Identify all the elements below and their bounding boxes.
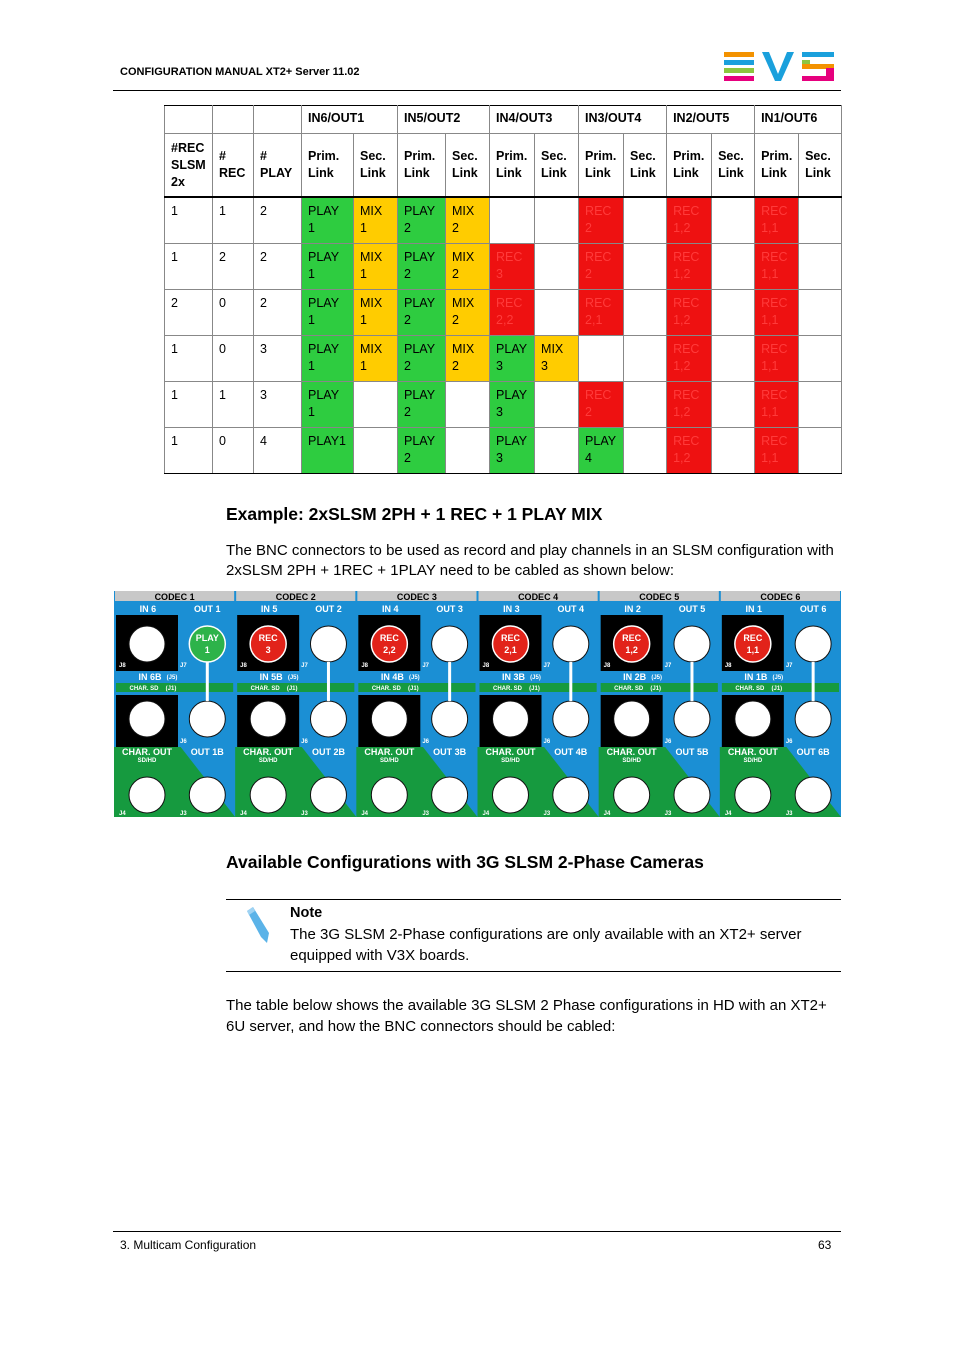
table-cell: PLAY 4	[579, 428, 624, 474]
table-cell: MIX 1	[354, 336, 398, 382]
table-cell: PLAY 3	[490, 336, 535, 382]
bnc-connector	[674, 626, 710, 662]
output-label: OUT 1	[194, 604, 221, 614]
table-cell	[446, 428, 490, 474]
group-header: IN6/OUT1	[302, 106, 398, 134]
sdhd-label: SD/HD	[379, 758, 399, 764]
char-sd-label: CHAR. SD	[735, 686, 765, 692]
jack-label: J6	[664, 739, 672, 745]
bnc-connector	[614, 701, 650, 737]
rec-badge	[371, 626, 407, 662]
table-cell: 3	[254, 336, 302, 382]
table-cell: 2	[254, 290, 302, 336]
jack-label: J6	[301, 739, 308, 745]
example-heading: Example: 2xSLSM 2PH + 1 REC + 1 PLAY MIX	[226, 504, 603, 524]
output-label: OUT 2	[315, 604, 342, 614]
table-cell: 1	[213, 382, 254, 428]
j1-label: (J1)	[407, 686, 419, 692]
table-cell: PLAY 1	[302, 244, 354, 290]
output-b-label: OUT 3B	[433, 747, 467, 757]
badge-label: REC	[379, 633, 399, 643]
j1-label: (J1)	[771, 686, 783, 692]
badge-label: REC	[258, 633, 278, 643]
output-label: OUT 4	[557, 604, 585, 614]
input-b-label: IN 3B	[501, 672, 526, 682]
badge-label: PLAY	[195, 633, 219, 643]
jack-label: J3	[785, 811, 793, 817]
table-cell	[624, 428, 667, 474]
column-header: Prim. Link	[490, 134, 535, 198]
table-cell: REC 1,1	[755, 244, 799, 290]
bnc-connector	[250, 777, 286, 813]
bnc-connector	[371, 701, 407, 737]
char-out-label: CHAR. OUT	[485, 747, 536, 757]
table-cell: 1	[165, 197, 213, 244]
table-cell: MIX 1	[354, 244, 398, 290]
table-row	[165, 244, 842, 290]
table-cell: PLAY 3	[490, 428, 535, 474]
jack-label: J4	[361, 811, 369, 817]
codec-label: CODEC 2	[275, 592, 316, 602]
codec-label: CODEC 6	[760, 592, 801, 602]
rec-badge	[735, 626, 771, 662]
table-cell	[712, 197, 755, 244]
footer-section: 3. Multicam Configuration	[120, 1238, 257, 1252]
input-label: IN 4	[382, 604, 399, 614]
output-b-label: OUT 4B	[554, 747, 588, 757]
j5-label: (J5)	[166, 675, 178, 681]
badge-sub-label: 2,2	[383, 645, 396, 655]
column-header: Sec. Link	[712, 134, 755, 198]
jack-label: J7	[785, 663, 793, 669]
input-label: IN 2	[624, 604, 641, 614]
output-b-label: OUT 2B	[311, 747, 345, 757]
table-cell: REC 1,2	[667, 290, 712, 336]
table-cell	[712, 428, 755, 474]
pencil-icon	[243, 905, 273, 945]
table-cell	[712, 290, 755, 336]
table-cell: 1	[213, 197, 254, 244]
note-title: Note	[290, 905, 323, 921]
codec-label: CODEC 3	[396, 592, 437, 602]
rec-badge	[493, 626, 529, 662]
jack-label: J7	[301, 663, 308, 669]
table-cell: MIX 3	[535, 336, 579, 382]
bnc-connector-board	[114, 591, 841, 817]
table-cell: REC 2,1	[579, 290, 624, 336]
table-cell: 4	[254, 428, 302, 474]
table-cell	[624, 382, 667, 428]
table-cell: PLAY 1	[302, 336, 354, 382]
table-cell: MIX 2	[446, 290, 490, 336]
header-title: CONFIGURATION MANUAL XT2+ Server 11.02	[120, 66, 360, 78]
table-cell: REC 1,2	[667, 382, 712, 428]
char-out-label: CHAR. OUT	[606, 747, 657, 757]
input-label: IN 6	[139, 604, 157, 614]
evs-logo	[724, 52, 836, 82]
table-cell: PLAY 2	[398, 336, 446, 382]
jack-label: J4	[724, 811, 732, 817]
play-badge	[189, 626, 225, 662]
table-cell	[535, 428, 579, 474]
bnc-connector	[553, 626, 589, 662]
configuration-table	[164, 105, 842, 474]
column-header: Prim. Link	[579, 134, 624, 198]
table-cell: 1	[165, 244, 213, 290]
table-cell: REC 1,1	[755, 336, 799, 382]
footer-rule	[113, 1231, 841, 1232]
column-header: Prim. Link	[667, 134, 712, 198]
j5-label: (J5)	[651, 675, 663, 681]
table-cell	[712, 382, 755, 428]
bnc-connector	[553, 777, 589, 813]
char-sd-label: CHAR. SD	[371, 686, 401, 692]
table-cell: REC 2,2	[490, 290, 535, 336]
table-cell: REC 1,2	[667, 197, 712, 244]
table-row	[165, 290, 842, 336]
jack-label: J4	[482, 811, 490, 817]
jack-label: J8	[361, 663, 369, 669]
output-label: OUT 3	[436, 604, 463, 614]
table-cell: 2	[165, 290, 213, 336]
table-cell: REC 3	[490, 244, 535, 290]
bnc-connector	[310, 777, 346, 813]
jack-label: J6	[543, 739, 551, 745]
note-bottom-rule	[226, 971, 841, 972]
table-cell: 1	[165, 336, 213, 382]
available-configurations-heading: Available Configurations with 3G SLSM 2-Phase Cameras	[226, 852, 704, 872]
table-cell: PLAY 2	[398, 382, 446, 428]
table-cell: 2	[213, 244, 254, 290]
bnc-connector	[189, 777, 225, 813]
sdhd-label: SD/HD	[743, 758, 763, 764]
input-b-label: IN 1B	[744, 672, 768, 682]
table-cell	[535, 197, 579, 244]
badge-sub-label: 1,2	[625, 645, 638, 655]
char-sd-label: CHAR. SD	[614, 686, 644, 692]
column-header: Sec. Link	[354, 134, 398, 198]
jack-label: J3	[422, 811, 430, 817]
badge-sub-label: 1	[204, 645, 210, 655]
input-label: IN 3	[503, 604, 520, 614]
table-cell	[490, 197, 535, 244]
bnc-connector	[735, 701, 771, 737]
bnc-connector	[129, 701, 165, 737]
j1-label: (J1)	[165, 686, 177, 692]
jack-label: J4	[603, 811, 611, 817]
table-cell	[712, 244, 755, 290]
rec-badge	[250, 626, 286, 662]
column-header: Sec. Link	[624, 134, 667, 198]
jack-label: J6	[180, 739, 187, 745]
table-cell	[799, 197, 842, 244]
bnc-connector	[795, 626, 831, 662]
bnc-connector	[129, 626, 165, 662]
badge-label: REC	[500, 633, 521, 643]
j1-label: (J1)	[286, 686, 298, 692]
char-out-label: CHAR. OUT	[122, 747, 172, 757]
jack-label: J3	[180, 811, 187, 817]
column-header: #REC SLSM 2x	[165, 134, 213, 198]
table-row	[165, 382, 842, 428]
j5-label: (J5)	[287, 675, 299, 681]
jack-label: J7	[180, 663, 187, 669]
jack-label: J8	[240, 663, 247, 669]
group-header: IN3/OUT4	[579, 106, 667, 134]
note-text: The 3G SLSM 2-Phase configurations are only available with an XT2+ server equipped with V3X boards.	[290, 926, 802, 964]
jack-label: J8	[482, 663, 490, 669]
table-cell: REC 1,2	[667, 336, 712, 382]
jack-label: J3	[543, 811, 551, 817]
codec-label: CODEC 4	[518, 592, 559, 602]
char-sd-label: CHAR. SD	[492, 686, 523, 692]
badge-sub-label: 1,1	[746, 645, 760, 655]
table-subheader-row	[165, 134, 842, 198]
table-cell	[579, 336, 624, 382]
table-cell	[535, 290, 579, 336]
jack-label: J4	[240, 811, 247, 817]
bnc-connector	[432, 701, 468, 737]
bnc-connector	[310, 701, 346, 737]
bnc-connector	[735, 777, 771, 813]
input-b-label: IN 5B	[259, 672, 283, 682]
column-header: Prim. Link	[302, 134, 354, 198]
bnc-connector	[250, 701, 286, 737]
j5-label: (J5)	[530, 675, 541, 681]
char-out-label: CHAR. OUT	[364, 747, 415, 757]
column-header: Sec. Link	[446, 134, 490, 198]
column-header: Prim. Link	[755, 134, 799, 198]
bnc-connector	[493, 701, 529, 737]
sdhd-label: SD/HD	[501, 758, 520, 764]
group-header: IN5/OUT2	[398, 106, 490, 134]
table-cell	[712, 336, 755, 382]
table-cell: MIX 1	[354, 290, 398, 336]
char-out-label: CHAR. OUT	[243, 747, 294, 757]
input-b-label: IN 2B	[623, 672, 647, 682]
table-cell: REC 1,1	[755, 290, 799, 336]
badge-sub-label: 2,1	[504, 645, 517, 655]
table-group-header-row	[165, 106, 842, 134]
codec-label: CODEC 1	[154, 592, 195, 602]
bnc-connector	[614, 777, 650, 813]
table-cell: REC 1,1	[755, 382, 799, 428]
closing-paragraph: The table below shows the available 3G SLSM 2 Phase configurations in HD with an XT2+ 6U server, and how the BNC connectors should be cabled:	[226, 997, 827, 1035]
table-cell: PLAY 1	[302, 290, 354, 336]
bnc-connector	[674, 701, 710, 737]
bnc-connector	[189, 701, 225, 737]
note-top-rule	[226, 899, 841, 900]
badge-label: REC	[622, 633, 642, 643]
table-cell	[799, 290, 842, 336]
table-cell: 0	[213, 336, 254, 382]
jack-label: J8	[724, 663, 732, 669]
table-cell: REC 1,2	[667, 244, 712, 290]
input-b-label: IN 6B	[138, 672, 162, 682]
bnc-connector	[674, 777, 710, 813]
table-cell: PLAY 2	[398, 244, 446, 290]
table-cell	[354, 382, 398, 428]
j5-label: (J5)	[772, 675, 784, 681]
output-b-label: OUT 6B	[796, 747, 830, 757]
output-label: OUT 6	[799, 604, 827, 614]
table-cell: MIX 2	[446, 244, 490, 290]
table-cell: REC 2	[579, 382, 624, 428]
column-header: Sec. Link	[799, 134, 842, 198]
table-cell: PLAY 2	[398, 290, 446, 336]
rec-badge	[614, 626, 650, 662]
table-cell: PLAY 3	[490, 382, 535, 428]
table-cell: 0	[213, 290, 254, 336]
sdhd-label: SD/HD	[137, 758, 157, 764]
sdhd-label: SD/HD	[258, 758, 278, 764]
table-cell: MIX 2	[446, 197, 490, 244]
header-rule	[113, 90, 841, 91]
group-header: IN1/OUT6	[755, 106, 842, 134]
j1-label: (J1)	[529, 686, 540, 692]
page-number: 63	[818, 1238, 832, 1252]
jack-label: J6	[422, 739, 430, 745]
bnc-connector	[371, 777, 407, 813]
column-header: Sec. Link	[535, 134, 579, 198]
jack-label: J7	[543, 663, 551, 669]
table-cell	[799, 336, 842, 382]
jack-label: J7	[422, 663, 430, 669]
sdhd-label: SD/HD	[622, 758, 642, 764]
table-cell	[624, 244, 667, 290]
table-cell	[535, 382, 579, 428]
bnc-connector	[795, 777, 831, 813]
bnc-connector	[310, 626, 346, 662]
table-cell	[535, 244, 579, 290]
table-cell	[354, 428, 398, 474]
table-cell: REC 1,2	[667, 428, 712, 474]
table-cell	[624, 290, 667, 336]
input-b-label: IN 4B	[380, 672, 404, 682]
jack-label: J8	[603, 663, 611, 669]
table-cell: 3	[254, 382, 302, 428]
jack-label: J8	[119, 663, 126, 669]
jack-label: J4	[119, 811, 126, 817]
bnc-connector	[432, 777, 468, 813]
table-cell: MIX 1	[354, 197, 398, 244]
char-sd-label: CHAR. SD	[250, 686, 280, 692]
table-row	[165, 197, 842, 244]
table-row	[165, 336, 842, 382]
char-out-label: CHAR. OUT	[727, 747, 778, 757]
output-label: OUT 5	[678, 604, 706, 614]
codec-label: CODEC 5	[639, 592, 680, 602]
table-cell	[799, 382, 842, 428]
table-cell: PLAY 1	[302, 197, 354, 244]
column-header: # PLAY	[254, 134, 302, 198]
column-header: # REC	[213, 134, 254, 198]
badge-sub-label: 3	[265, 645, 271, 655]
table-cell: PLAY 1	[302, 382, 354, 428]
table-cell: REC 2	[579, 197, 624, 244]
table-cell: PLAY1	[302, 428, 354, 474]
jack-label: J6	[785, 739, 793, 745]
table-cell	[446, 382, 490, 428]
table-cell: 1	[165, 428, 213, 474]
group-header: IN4/OUT3	[490, 106, 579, 134]
table-cell: 0	[213, 428, 254, 474]
bnc-connector	[553, 701, 589, 737]
table-cell: 2	[254, 244, 302, 290]
input-label: IN 1	[745, 604, 763, 614]
bnc-connector	[129, 777, 165, 813]
table-row	[165, 428, 842, 474]
bnc-connector	[795, 701, 831, 737]
column-header: Prim. Link	[398, 134, 446, 198]
table-cell: 2	[254, 197, 302, 244]
table-cell: REC 2	[579, 244, 624, 290]
bnc-connector	[432, 626, 468, 662]
table-cell	[624, 197, 667, 244]
table-cell	[624, 336, 667, 382]
table-cell: MIX 2	[446, 336, 490, 382]
group-header: IN2/OUT5	[667, 106, 755, 134]
j1-label: (J1)	[650, 686, 662, 692]
badge-label: REC	[743, 633, 763, 643]
table-cell: REC 1,1	[755, 428, 799, 474]
jack-label: J3	[301, 811, 308, 817]
example-paragraph: The BNC connectors to be used as record and play channels in an SLSM configuration with 2xSLSM 2PH + 1REC + 1PLAY need to be cabled as shown below:	[226, 542, 834, 579]
jack-label: J3	[664, 811, 672, 817]
jack-label: J7	[664, 663, 672, 669]
input-label: IN 5	[260, 604, 278, 614]
bnc-connector	[493, 777, 529, 813]
output-b-label: OUT 5B	[675, 747, 709, 757]
table-cell: REC 1,1	[755, 197, 799, 244]
table-cell	[799, 244, 842, 290]
output-b-label: OUT 1B	[190, 747, 224, 757]
table-cell: 1	[165, 382, 213, 428]
j5-label: (J5)	[408, 675, 420, 681]
table-cell	[799, 428, 842, 474]
char-sd-label: CHAR. SD	[129, 686, 159, 692]
table-cell: PLAY 2	[398, 428, 446, 474]
table-cell: PLAY 2	[398, 197, 446, 244]
